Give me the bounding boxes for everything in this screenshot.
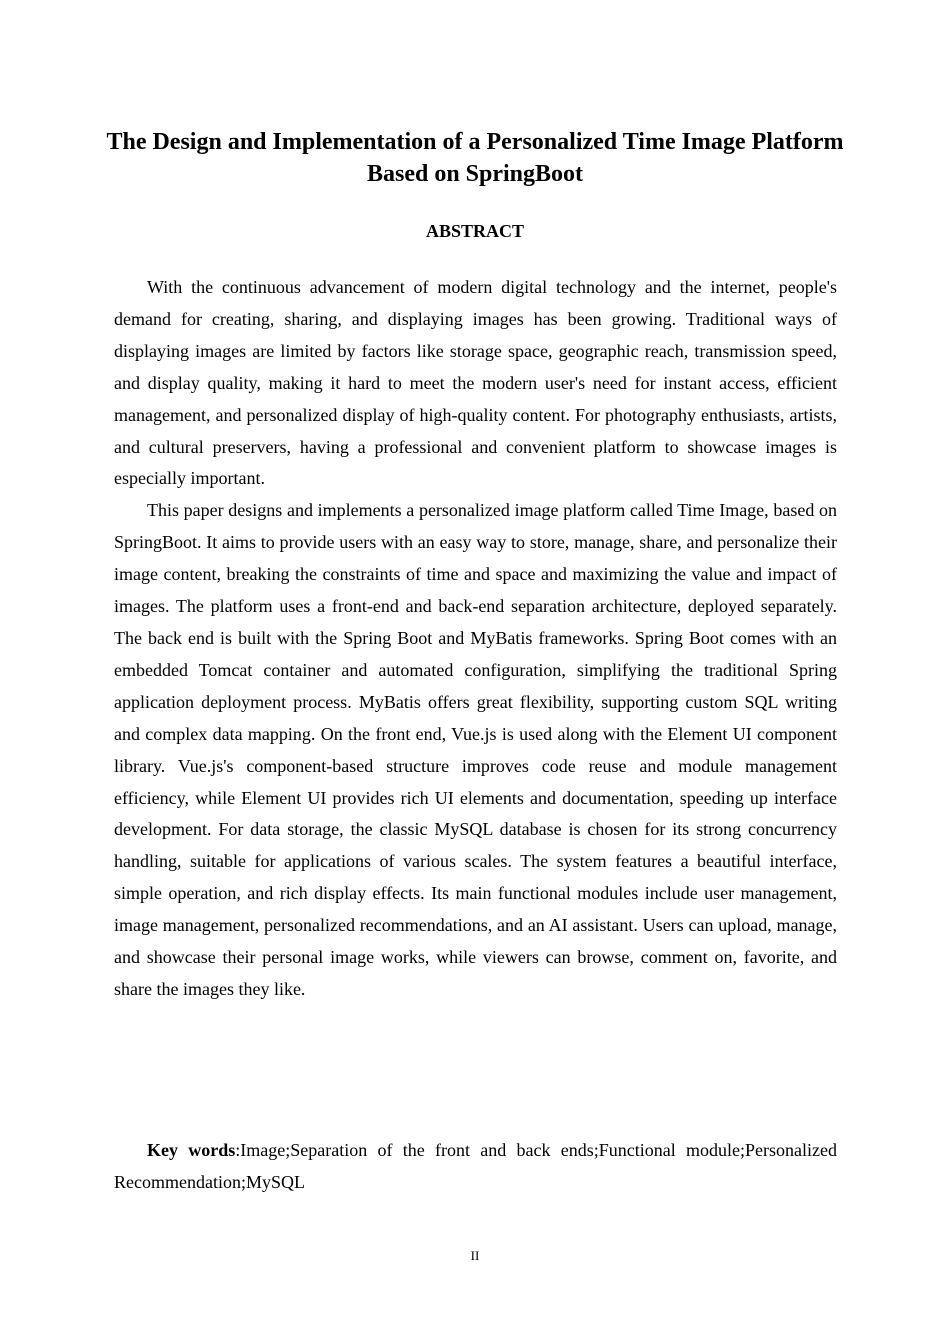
keywords xyxy=(114,1134,837,1198)
page-number: II xyxy=(470,1248,480,1263)
abstract-body xyxy=(114,272,837,1006)
paper-title: The Design and Implementation of a Personalized Time Image Platform Based on SpringBoot xyxy=(106,129,844,187)
keywords-label: Key words xyxy=(147,1140,236,1160)
abstract-paragraph-1: With the continuous advancement of modern digital technology and the internet, people's demand for creating, sharing, and displaying images has been growing. Traditional ways of displaying images are limited by factors like storage space, geographic reach, transmission speed, and display quality, making it hard to meet the modern user's need for instant access, efficient management, and personalized display of high-quality content. For photography enthusiasts, artists, and cultural preservers, having a professional and convenient platform to showcase images is especially important. xyxy=(114,277,837,489)
abstract-paragraph-2: This paper designs and implements a personalized image platform called Time Image, based on SpringBoot. It aims to provide users with an easy way to store, manage, share, and personalize their image content, breaking the constraints of time and space and maximizing the value and impact of images. The platform uses a front-end and back-end separation architecture, deployed separately. The back end is built with the Spring Boot and MyBatis frameworks. Spring Boot comes with an embedded Tomcat container and automated configuration, simplifying the traditional Spring application deployment process. MyBatis offers great flexibility, supporting custom SQL writing and complex data mapping. On the front end, Vue.js is used along with the Element UI component library. Vue.js's component-based structure improves code reuse and module management efficiency, while Element UI provides rich UI elements and documentation, speeding up interface development. For data storage, the classic MySQL database is chosen for its strong concurrency handling, suitable for applications of various scales. The system features a beautiful interface, simple operation, and rich display effects. Its main functional modules include user management, image management, personalized recommendations, and an AI assistant. Users can upload, manage, and showcase their personal image works, while viewers can browse, comment on, favorite, and share the images they like. xyxy=(114,500,837,999)
keywords-list: :Image;Separation of the front and back ends;Functional module;Personalized Recommendation;MySQL xyxy=(114,1140,837,1192)
abstract-heading: ABSTRACT xyxy=(425,221,525,241)
